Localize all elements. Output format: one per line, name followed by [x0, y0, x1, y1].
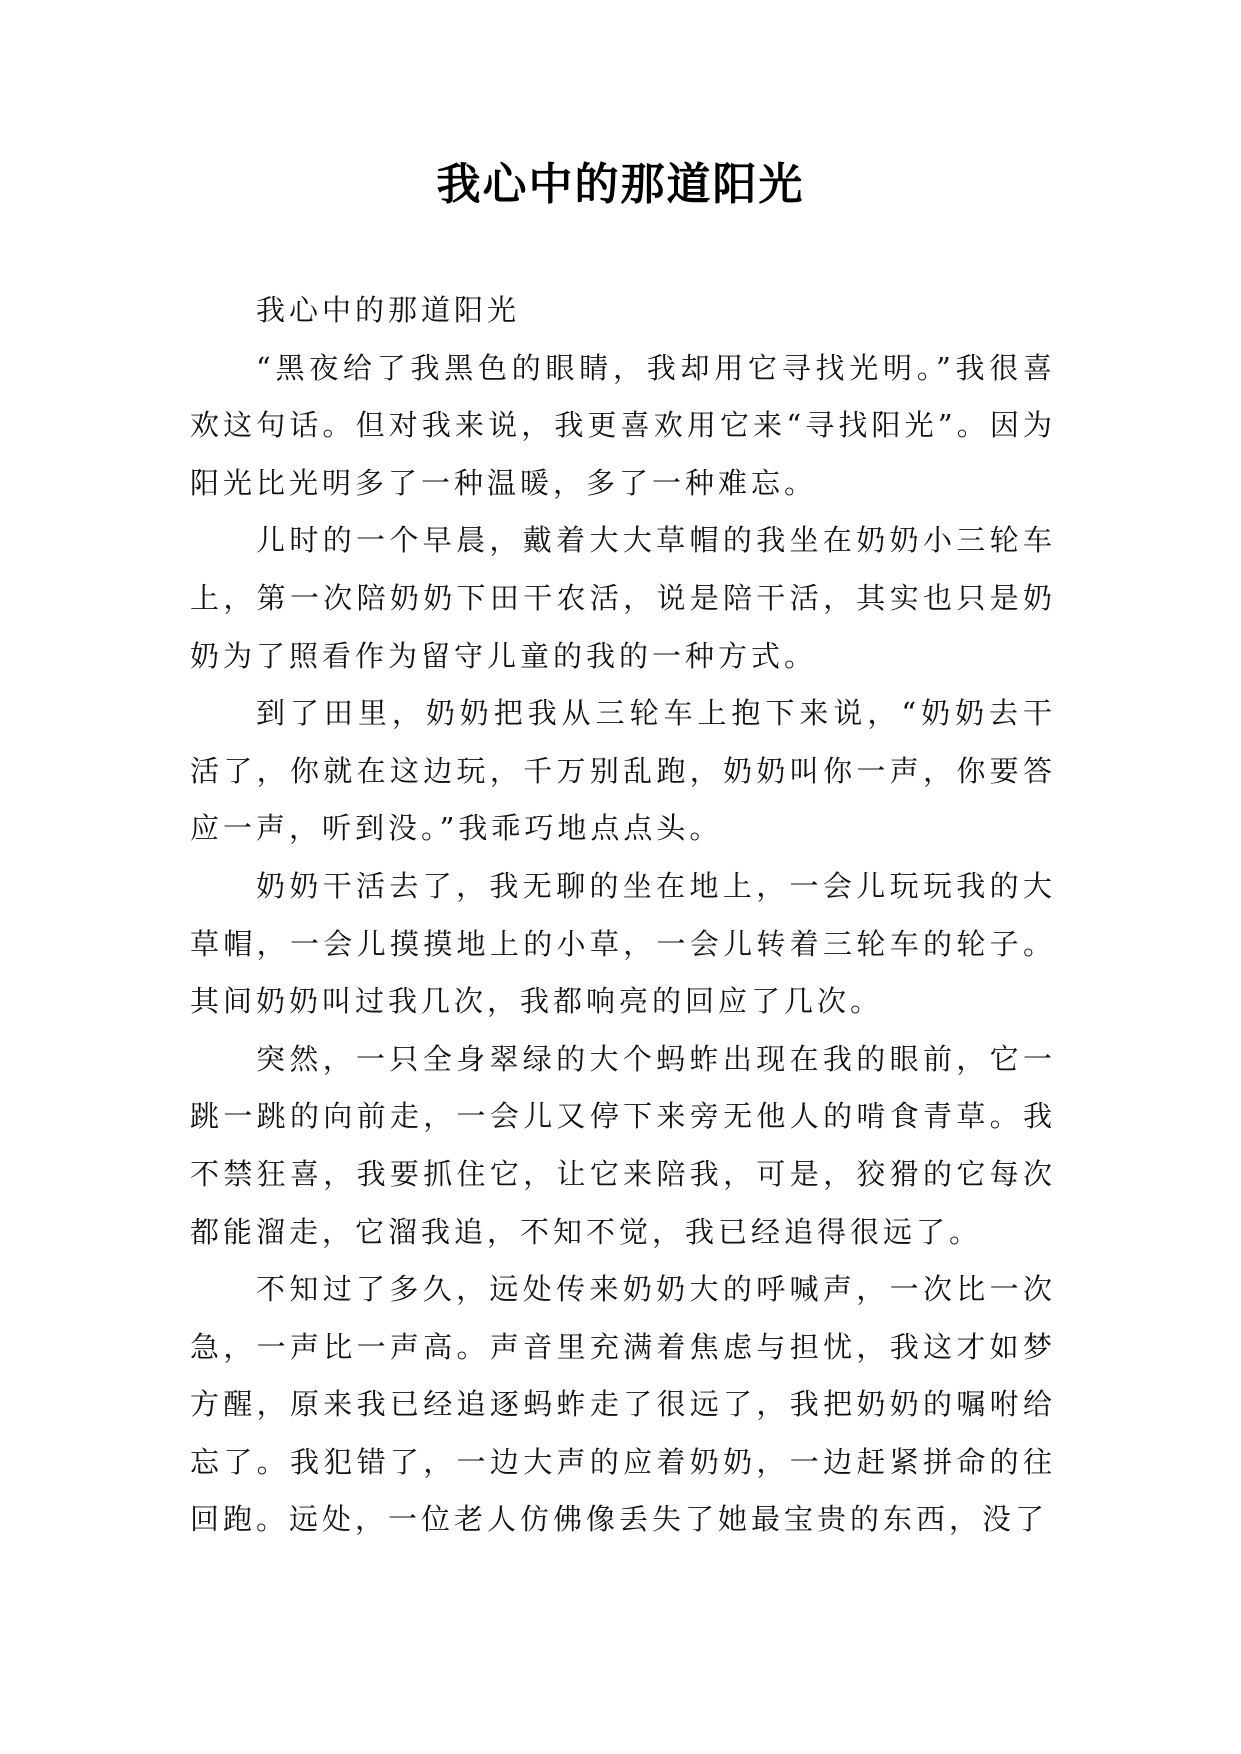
paragraph: 到了田里，奶奶把我从三轮车上抱下来说，“奶奶去干活了，你就在这边玩，千万别乱跑，奶奶叫你一声，你要答应一声，听到没。”我乖巧地点点头。	[190, 696, 1056, 846]
document-title: 我心中的那道阳光	[436, 159, 805, 210]
paragraph: “黑夜给了我黑色的眼睛，我却用它寻找光明。”我很喜欢这句话。但对我来说，我更喜欢用它来“寻找阳光”。因为阳光比光明多了一种温暖，多了一种难忘。	[190, 350, 1056, 500]
paragraph: 我心中的那道阳光	[256, 293, 521, 327]
paragraph: 儿时的一个早晨，戴着大大草帽的我坐在奶奶小三轮车上，第一次陪奶奶下田干农活，说是陪干活，其实也只是奶奶为了照看作为留守儿童的我的一种方式。	[190, 523, 1056, 673]
paragraph: 奶奶干活去了，我无聊的坐在地上，一会儿玩玩我的大草帽，一会儿摸摸地上的小草，一会儿转着三轮车的轮子。其间奶奶叫过我几次，我都响亮的回应了几次。	[190, 868, 1056, 1019]
document-body	[190, 282, 1056, 1549]
paragraph: 突然，一只全身翠绿的大个蚂蚱出现在我的眼前，它一跳一跳的向前走，一会儿又停下来旁无他人的啃食青草。我不禁狂喜，我要抓住它，让它来陪我，可是，狡猾的它每次都能溜走，它溜我追，不知不觉，我已经追得很远了。	[190, 1041, 1056, 1249]
paragraph: 不知过了多久，远处传来奶奶大的呼喊声，一次比一次急，一声比一声高。声音里充满着焦虑与担忧，我这才如梦方醒，原来我已经追逐蚂蚱走了很远了，我把奶奶的嘱咐给忘了。我犯错了，一边大声的应着奶奶，一边赶紧拼命的往回跑。远处，一位老人仿佛像丢失了她最宝贵的东西，没了	[190, 1272, 1056, 1537]
